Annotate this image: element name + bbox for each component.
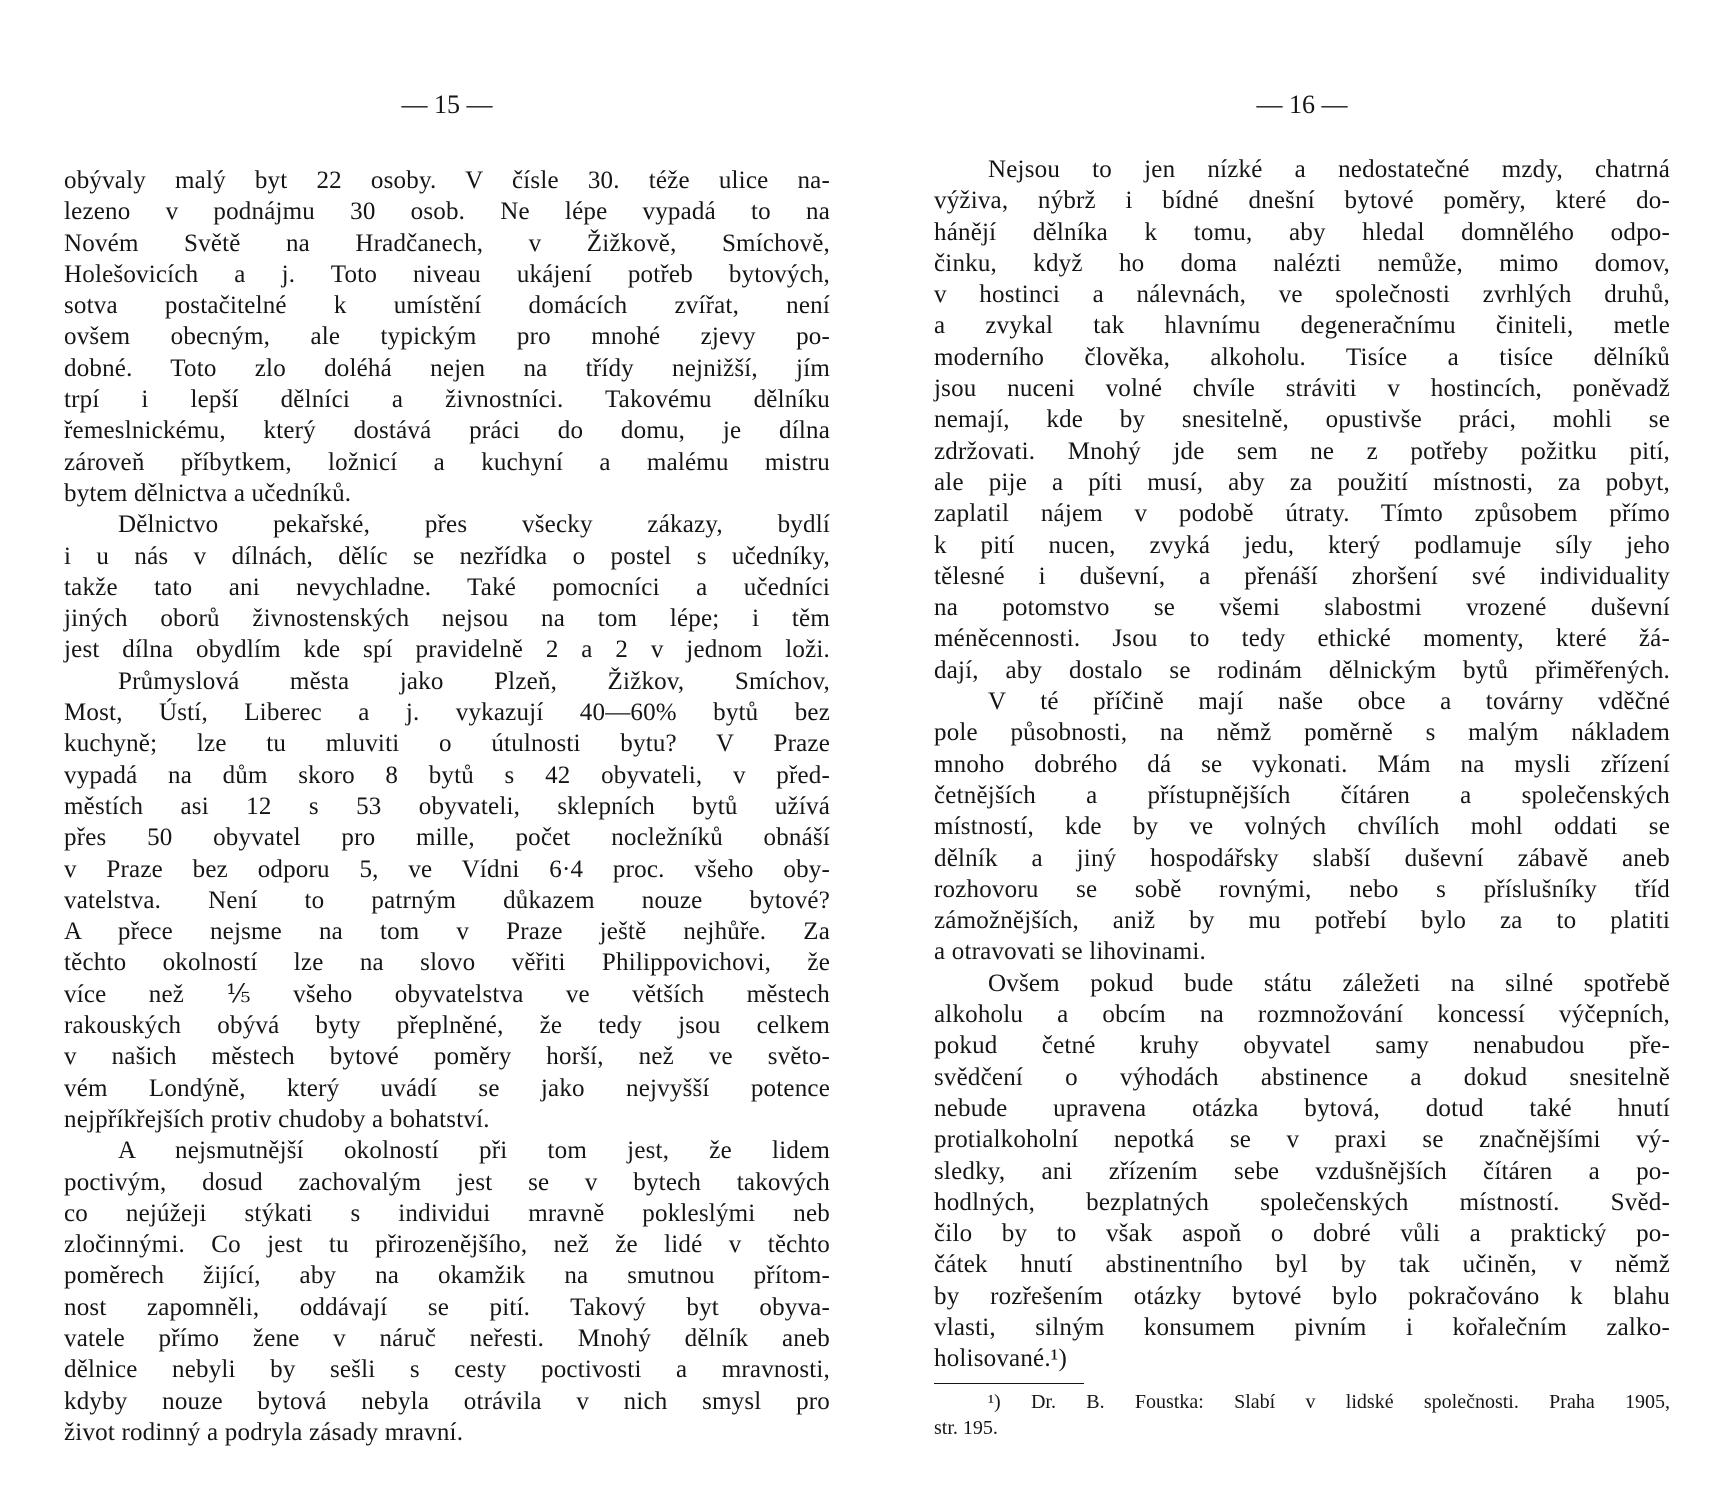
text-line: Ovšem pokud bude státu záležeti na silné spotřebě xyxy=(988,969,1670,997)
text-line: více než ⅕ všeho obyvatelstva ve větších městech xyxy=(64,980,830,1008)
text-line: alkoholu a obcím na rozmnožování koncessí výčepních, xyxy=(934,1001,1670,1029)
text-line: zdržovati. Mnohý jde sem ne z potřeby požitku pití, xyxy=(934,437,1670,465)
text-line: čátek hnutí abstinentního byl by tak učiněn, v němž xyxy=(934,1251,1670,1279)
text-line: nost zapomněli, oddávají se pití. Takový byt obyva- xyxy=(64,1293,830,1321)
text-line: rozhovoru se sobě rovnými, nebo s příslušníky tříd xyxy=(934,875,1670,903)
text-line: Most, Ústí, Liberec a j. vykazují 40—60% bytů bez xyxy=(64,699,830,727)
text-line: ale pije a píti musí, aby za použití místnosti, za pobyt, xyxy=(934,468,1670,496)
text-line: moderního člověka, alkoholu. Tisíce a tisíce dělníků xyxy=(934,343,1670,371)
text-line: a zvykal tak hlavnímu degeneračnímu činiteli, metle xyxy=(934,312,1670,340)
text-line: zámožnějších, aniž by mu potřebí bylo za to platiti xyxy=(934,907,1670,935)
text-line: sledky, ani zřízením sebe vzdušnějších čítáren a po- xyxy=(934,1157,1670,1185)
text-line: jsou nuceni volné chvíle stráviti v hostincích, poněvadž xyxy=(934,375,1670,403)
text-line: těchto okolností lze na slovo věřiti Philippovichovi, že xyxy=(64,949,830,977)
text-line: dělník a jiný hospodářsky slabší duševní zábavě aneb xyxy=(934,844,1670,872)
text-line: hodlných, bezplatných společenských místností. Svěd- xyxy=(934,1188,1670,1216)
text-line: poctivým, dosud zachovalým jest se v bytech takových xyxy=(64,1168,830,1196)
text-line: Nejsou to jen nízké a nedostatečné mzdy, chatrná xyxy=(988,156,1670,183)
text-line: kdyby nouze bytová nebyla otrávila v nich smysl pro xyxy=(64,1387,830,1415)
text-line: výživa, nýbrž i bídné dnešní bytové poměry, které do- xyxy=(934,187,1670,215)
text-line: místností, kde by ve volných chvílích mohl oddati se xyxy=(934,813,1670,841)
text-line: život rodinný a podryla zásady mravní. xyxy=(64,1418,464,1446)
page-number: — 16 — xyxy=(1256,90,1348,119)
text-line: vypadá na dům skoro 8 bytů s 42 obyvateli, v před- xyxy=(64,761,830,789)
text-line: nemají, kde by snesitelně, opustivše práci, mohli se xyxy=(934,406,1670,434)
text-line: zaplatil nájem v podobě útraty. Tímto způsobem přímo xyxy=(934,500,1670,528)
text-line: přes 50 obyvatel pro mille, počet nocležníků obnáší xyxy=(64,824,830,852)
text-line: takže tato ani nevychladne. Také pomocníci a učedníci xyxy=(64,573,830,601)
text-line: poměrech žijící, aby na okamžik na smutnou přítom- xyxy=(64,1262,830,1290)
text-line: vlasti, silným konsumem pivním i kořalečním zalko- xyxy=(934,1313,1670,1341)
text-line: mnoho dobrého dá se vykonati. Mám na mysli zřízení xyxy=(934,750,1670,778)
text-line: Holešovicích a j. Toto niveau ukájení potřeb bytových, xyxy=(64,260,830,288)
text-line: lezeno v podnájmu 30 osob. Ne lépe vypadá to na xyxy=(64,198,830,226)
text-line: kuchyně; lze tu mluviti o útulnosti bytu? V Praze xyxy=(64,730,830,758)
text-line: nejpříkřejších protiv chudoby a bohatství. xyxy=(64,1105,490,1133)
right-page xyxy=(934,0,1670,1500)
text-line: méněcennosti. Jsou to tedy ethické momenty, které žá- xyxy=(934,625,1670,653)
text-line: rakouských obývá byty přeplněné, že tedy jsou celkem xyxy=(64,1012,830,1040)
text-line: dělnice nebyli by sešli s cesty poctivosti a mravnosti, xyxy=(64,1356,830,1384)
page-number: — 15 — xyxy=(401,90,493,119)
text-line: zločinnými. Co jest tu přirozenějšího, než že lidé v těchto xyxy=(64,1231,830,1259)
text-line: co nejúžeji stýkati s individui mravně pokleslými neb xyxy=(64,1199,830,1227)
text-line: dobné. Toto zlo doléhá nejen na třídy nejnižší, jím xyxy=(64,354,830,382)
footnote-line: ¹) Dr. B. Foustka: Slabí v lidské společnosti. Praha 1905, xyxy=(988,1390,1670,1413)
text-line: řemeslnickému, který dostává práci do domu, je dílna xyxy=(64,417,830,445)
text-line: vatele přímo žene v náruč neřesti. Mnohý dělník aneb xyxy=(64,1324,830,1352)
text-line: sotva postačitelné k umístění domácích zvířat, není xyxy=(64,292,830,320)
text-line: jest dílna obydlím kde spí pravidelně 2 a 2 v jednom loži. xyxy=(64,636,830,664)
left-page xyxy=(64,0,830,1500)
footnote xyxy=(934,1389,1670,1441)
text-line: tělesné i duševní, a přenáší zhoršení své individuality xyxy=(934,562,1670,590)
text-line: pokud četné kruhy obyvatel samy nenabudou pře- xyxy=(934,1032,1670,1060)
text-line: hánějí dělníka k tomu, aby hledal domnělého odpo- xyxy=(934,218,1670,246)
footnote-rule xyxy=(934,1383,1084,1384)
text-line: čilo by to však aspoň o dobré vůli a praktický po- xyxy=(934,1220,1670,1248)
text-line: A přece nejsme na tom v Praze ještě nejhůře. Za xyxy=(64,918,830,946)
text-line: činku, když ho doma nalézti nemůže, mimo domov, xyxy=(934,249,1670,277)
text-line: by rozřešením otázky bytové bylo pokračováno k blahu xyxy=(934,1282,1670,1310)
text-line: vatelstva. Není to patrným důkazem nouze bytové? xyxy=(64,886,830,914)
text-line: k pití nucen, zvyká jedu, který podlamuje síly jeho xyxy=(934,531,1670,559)
text-line: v hostinci a nálevnách, ve společnosti zvrhlých druhů, xyxy=(934,281,1670,309)
text-line: četnějších a přístupnějších čítáren a společenských xyxy=(934,781,1670,809)
text-line: pole působnosti, na němž poměrně s malým nákladem xyxy=(934,719,1670,747)
text-line: V té příčině mají naše obce a továrny vděčné xyxy=(988,688,1670,716)
text-line: na potomstvo se všemi slabostmi vrozené duševní xyxy=(934,594,1670,622)
text-line: protialkoholní nepotká se v praxi se značnějšími vý- xyxy=(934,1126,1670,1154)
page-body xyxy=(64,165,830,1448)
text-line: jiných oborů živnostenských nejsou na tom lépe; i těm xyxy=(64,605,830,633)
text-line: Novém Světě na Hradčanech, v Žižkově, Smíchově, xyxy=(64,229,830,257)
text-line: nebude upravena otázka bytová, dotud také hnutí xyxy=(934,1094,1670,1122)
text-line: a otravovati se lihovinami. xyxy=(934,938,1207,966)
text-line: bytem dělnictva a učedníků. xyxy=(64,479,352,507)
text-line: v našich městech bytové poměry horší, než ve světo- xyxy=(64,1043,830,1071)
text-line: v Praze bez odporu 5, ve Vídni 6·4 proc. všeho oby- xyxy=(64,855,830,883)
text-line: A nejsmutnější okolností při tom jest, že lidem xyxy=(118,1137,830,1165)
text-line: městích asi 12 s 53 obyvateli, sklepních bytů užívá xyxy=(64,792,830,820)
text-line: vém Londýně, který uvádí se jako nejvyšší potence xyxy=(64,1074,830,1102)
text-line: Průmyslová města jako Plzeň, Žižkov, Smíchov, xyxy=(118,667,830,695)
text-line: dají, aby dostalo se rodinám dělnickým bytů přiměřených. xyxy=(934,656,1670,684)
text-line: obývaly malý byt 22 osoby. V čísle 30. téže ulice na- xyxy=(64,167,830,194)
text-line: trpí i lepší dělníci a živnostníci. Takovému dělníku xyxy=(64,386,830,414)
text-line: ovšem obecným, ale typickým pro mnohé zjevy po- xyxy=(64,323,830,351)
text-line: zároveň příbytkem, ložnicí a kuchyní a malému mistru xyxy=(64,448,830,476)
text-line: holisované.¹) xyxy=(934,1345,1067,1373)
text-line: Dělnictvo pekařské, přes všecky zákazy, bydlí xyxy=(118,511,830,539)
text-line: i u nás v dílnách, dělíc se nezřídka o postel s učedníky, xyxy=(64,542,830,570)
footnote-line: str. 195. xyxy=(934,1416,998,1439)
text-line: svědčení o výhodách abstinence a dokud snesitelně xyxy=(934,1063,1670,1091)
page-body xyxy=(934,154,1670,1375)
